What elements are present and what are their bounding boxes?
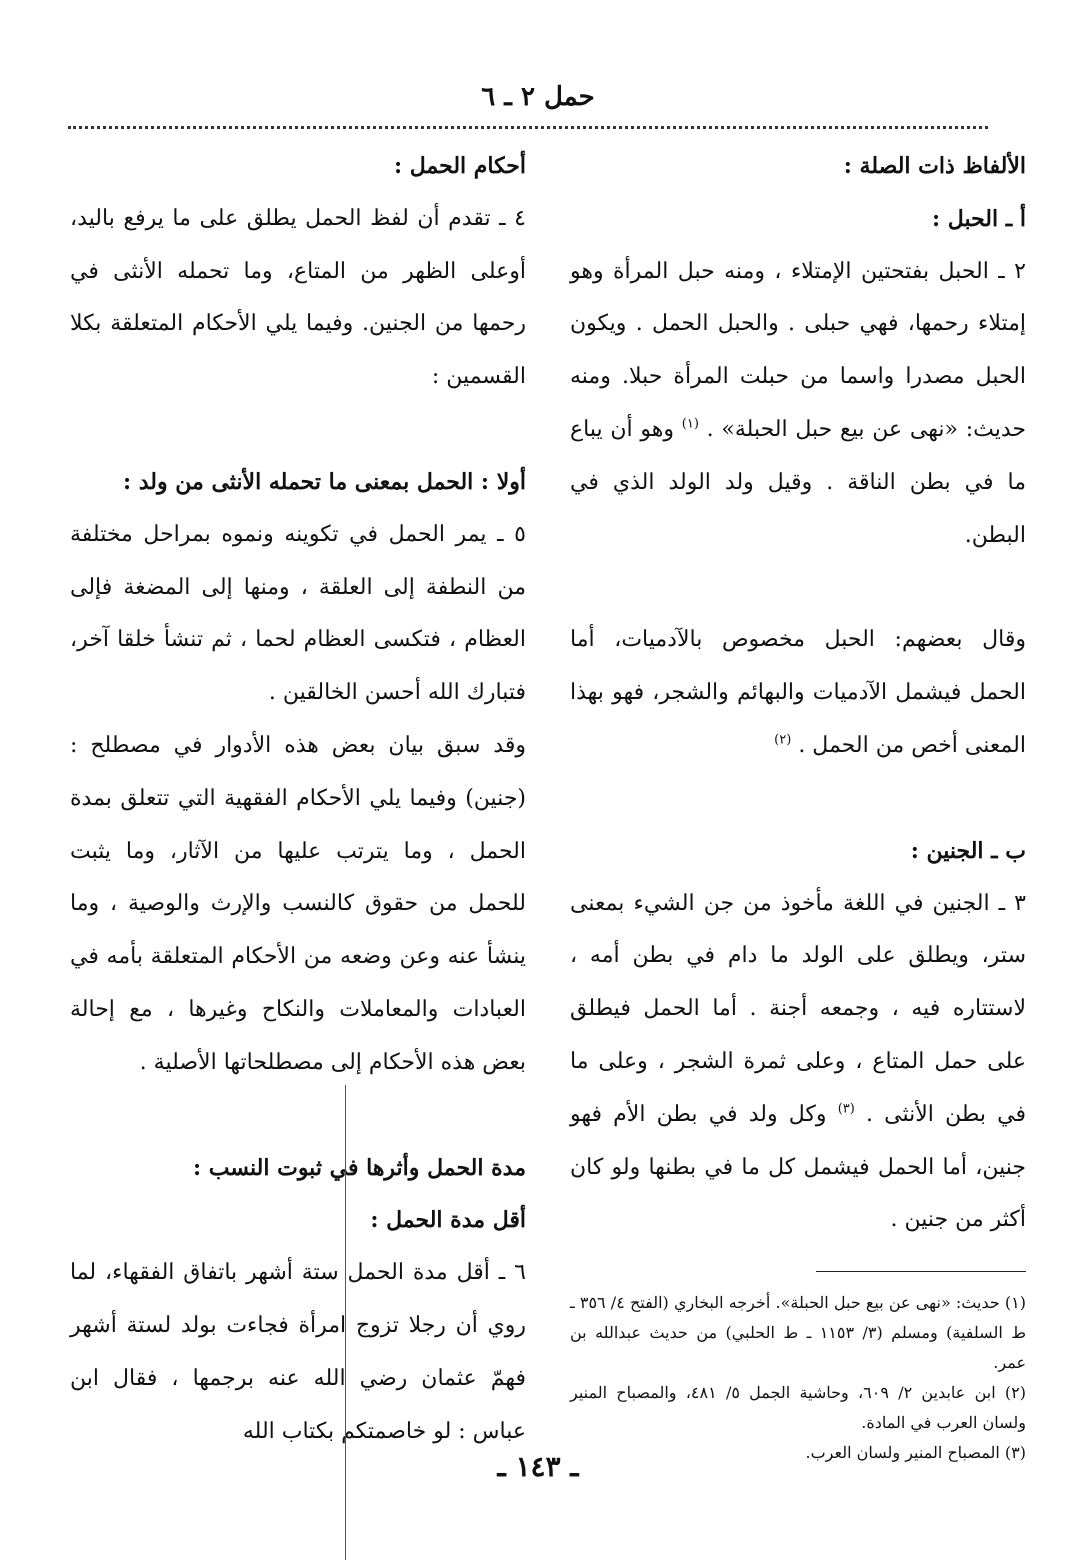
- subheading-habal: أ ـ الحبل :: [932, 205, 1026, 232]
- paragraph-2: [570, 246, 1026, 563]
- heading-related-terms: الألفاظ ذات الصلة :: [843, 153, 1026, 179]
- footnote-ref-2[interactable]: (٢): [774, 732, 792, 748]
- footnote-ref-1[interactable]: (١): [681, 416, 699, 432]
- paragraph-3-text: ٣ ـ الجنين في اللغة مأخوذ من جن الشيء بمعنى ستر، ويطلق على الولد ما دام في بطن أمه ، لاستتاره فيه ، وجمعه أجنة . أما الحمل فيطلق على حمل المتاع ، وعلى ثمرة الشجر ، وعلى ما في بطن الأنثى .: [570, 890, 1026, 1127]
- spacer: [70, 1090, 526, 1142]
- right-column: [570, 140, 1026, 1468]
- paragraph-5b: وقد سبق بيان بعض هذه الأدوار في مصطلح : (جنين) وفيما يلي الأحكام الفقهية التي تتعلق بمدة الحمل ، وما يترتب عليها من الآثار، وما يثبت للحمل من حقوق كالنسب والإرث والوصية ، وما ينشأ عنه وعن وضعه من الأحكام المتعلقة بأمه في العبادات والمعاملات والنكاح وغيرها ، مع إحالة بعض هذه الأحكام إلى مصطلحاتها الأصلية .: [70, 732, 526, 1075]
- paragraph-2-text: ٢ ـ الحبل بفتحتين الإمتلاء ، ومنه حبل المرأة وهو إمتلاء رحمها، فهي حبلى . والحبل الحمل . ويكون الحبل مصدرا واسما من حبلت المرأة حبلا. ومنه حديث: «نهى عن بيع حبل الحبلة» .: [570, 258, 1026, 442]
- heading-min-duration: أقل مدة الحمل :: [370, 1207, 526, 1234]
- paragraph-2-tail: وهو أن يباع ما في بطن الناقة . وقيل ولد الولد الذي في البطن.: [570, 416, 1026, 548]
- heading-rulings: أحكام الحمل :: [393, 153, 526, 179]
- spacer: [570, 562, 1026, 614]
- header-dotted-rule: [68, 126, 988, 129]
- footnote-3: (٣) المصباح المنير ولسان العرب.: [805, 1443, 1026, 1463]
- paragraph-5: ٥ ـ يمر الحمل في تكوينه ونموه بمراحل مختلفة من النطفة إلى العلقة ، ومنها إلى المضغة فإلى العظام ، فتكسى العظام لحما ، ثم تنشأ خلقا آخر، فتبارك الله أحسن الخالقين .: [70, 521, 526, 706]
- footnote-ref-3[interactable]: (٣): [837, 1101, 855, 1117]
- running-head: حمل ٢ ـ ٦: [481, 82, 595, 112]
- paragraph-6: ٦ ـ أقل مدة الحمل ستة أشهر باتفاق الفقهاء، لما روي أن رجلا تزوج امرأة فجاءت بولد لستة أشهر فهمّ عثمان رضي الله عنه برجمها ، فقال ابن عباس : لو خاصمتكم بكتاب الله: [70, 1260, 526, 1444]
- heading-duration: مدة الحمل وأثرها في ثبوت النسب :: [192, 1154, 526, 1181]
- subheading-janin: ب ـ الجنين :: [910, 837, 1026, 864]
- left-column: [70, 140, 526, 1458]
- paragraph-some-said-text: وقال بعضهم: الحبل مخصوص بالآدميات، أما الحمل فيشمل الآدميات والبهائم والشجر، فهو بهذا المعنى أخص من الحمل .: [570, 627, 1026, 758]
- footnotes: [570, 1288, 1026, 1468]
- spacer: [570, 773, 1026, 825]
- paragraph-3: [570, 878, 1026, 1248]
- footnote-2: (٢) ابن عابدين ٢/ ٦٠٩، وحاشية الجمل ٥/ ٤٨١، والمصباح المنير ولسان العرب في المادة.: [570, 1383, 1026, 1433]
- scan-margin-line: [345, 1085, 346, 1560]
- heading-first: أولا : الحمل بمعنى ما تحمله الأنثى من ولد :: [122, 468, 526, 495]
- spacer: [70, 404, 526, 456]
- page-number: ـ ١٤٣ ـ: [497, 1450, 579, 1483]
- paragraph-3-tail: وكل ولد في بطن الأم فهو جنين، أما الحمل فيشمل كل ما في بطنها ولو كان أكثر من جنين .: [570, 1101, 1026, 1233]
- paragraph-some-said: [570, 614, 1026, 772]
- footnote-1: (١) حديث: «نهى عن بيع حبل الحبلة». أخرجه البخاري (الفتح ٤/ ٣٥٦ ـ ط السلفية) ومسلم (٣/ ١١٥٣ ـ ط الحلبي) من حديث عبدالله بن عمر.: [570, 1293, 1026, 1373]
- footnote-rule: [816, 1271, 1026, 1272]
- paragraph-4: ٤ ـ تقدم أن لفظ الحمل يطلق على ما يرفع باليد، أوعلى الظهر من المتاع، وما تحمله الأنثى في رحمها من الجنين. وفيما يلي الأحكام المتعلقة بكلا القسمين :: [70, 205, 526, 390]
